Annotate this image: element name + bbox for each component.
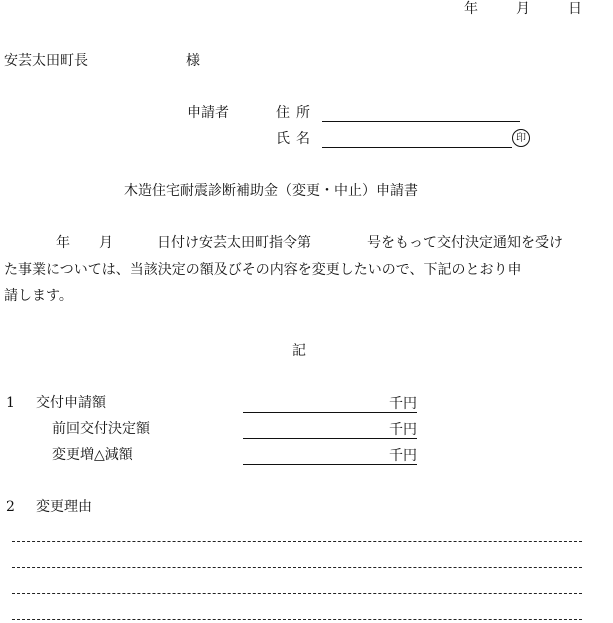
item-2-label: 変更理由 [36, 499, 92, 515]
address-label: 住所 [276, 105, 316, 121]
reason-line[interactable] [12, 567, 582, 568]
body-month: 月 [99, 235, 113, 251]
body-line-3: 請します。 [4, 288, 73, 304]
date-line [464, 0, 582, 18]
ki-heading: 記 [292, 343, 306, 359]
change-diff-label: 変更増△減額 [52, 447, 133, 463]
name-field[interactable] [322, 147, 512, 148]
addressee-name: 安芸太田町長 [4, 53, 88, 69]
body-year: 年 [56, 235, 70, 251]
body-rest: 号をもって交付決定通知を受け [367, 235, 563, 251]
amount-unit: 千円 [389, 396, 417, 412]
change-amount-field[interactable] [243, 447, 417, 465]
reason-line[interactable] [12, 541, 582, 542]
applicant-label: 申請者 [187, 105, 229, 121]
reason-line[interactable] [12, 593, 582, 594]
body-line-2: た事業については、当該決定の額及びその内容を変更したいので、下記のとおり申 [4, 262, 522, 278]
body-day-text: 日付け安芸太田町指令第 [157, 235, 311, 251]
reason-line[interactable] [12, 619, 582, 620]
addressee-honorific: 様 [186, 53, 200, 69]
amount-unit: 千円 [389, 422, 417, 438]
previous-amount-field[interactable] [243, 421, 417, 439]
date-day: 日 [568, 1, 582, 17]
item-1-number: 1 [6, 395, 15, 411]
previous-decision-label: 前回交付決定額 [52, 421, 150, 437]
item-2-number: 2 [6, 499, 15, 515]
address-field[interactable] [322, 121, 520, 122]
seal-mark: 印 [512, 129, 530, 147]
date-month: 月 [516, 1, 530, 17]
body-line-1 [4, 234, 563, 252]
application-amount-field[interactable] [243, 395, 417, 413]
item-1-label: 交付申請額 [36, 395, 106, 411]
amount-unit: 千円 [389, 448, 417, 464]
name-label: 氏名 [276, 131, 316, 147]
date-year: 年 [464, 1, 478, 17]
document-title: 木造住宅耐震診断補助金（変更・中止）申請書 [124, 183, 418, 199]
